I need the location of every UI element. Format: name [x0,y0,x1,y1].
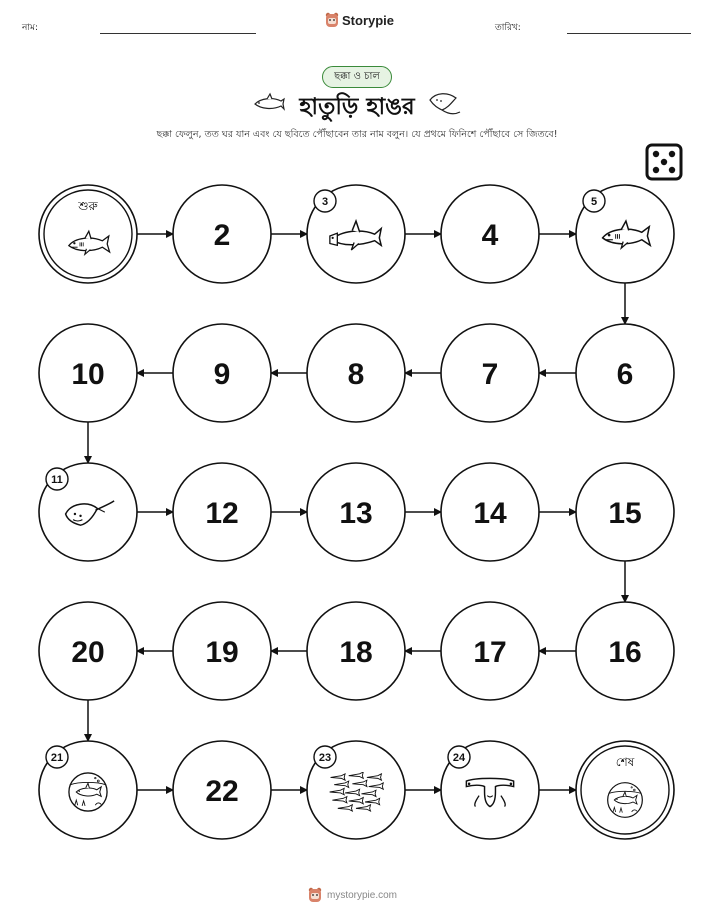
cell-number: 16 [608,636,642,669]
board-cell-21[interactable] [39,741,137,839]
start-label: শুরু [78,199,98,213]
date-label: তারিখ: [495,23,521,33]
game-type-badge: ছক্কা ও চাল [322,66,392,88]
instructions: ছক্কা ফেলুন, তত ঘর যান এবং যে ছবিতে পৌঁছাবেন তার নাম বলুন। যে প্রথমে ফিনিশে পৌঁছাবে সে জিতবে! [156,129,558,140]
board-cell-23[interactable] [307,741,405,839]
cell-number: 14 [473,497,507,530]
logo-text: Storypie [342,12,395,28]
footer [308,887,397,903]
board-cell-25[interactable] [576,741,674,839]
cell-number: 17 [473,636,507,669]
aquarium-shark-icon [608,783,643,818]
cell-number: 13 [339,497,373,530]
board-cell-8[interactable] [307,324,405,422]
cell-badge-number: 21 [50,752,64,764]
board-cell-11[interactable] [39,463,137,561]
board-cell-24[interactable] [441,741,539,839]
aquarium-shark-icon [69,773,107,811]
cell-number: 7 [481,358,499,391]
board-cell-3[interactable] [307,185,405,283]
cell-number: 2 [213,219,231,252]
footer-url: mystorypie.com [327,889,398,901]
cell-number: 22 [205,775,239,808]
finish-label: শেষ [615,755,635,769]
board-cell-16[interactable] [576,602,674,700]
cell-number: 20 [71,636,105,669]
board-cell-12[interactable] [173,463,271,561]
board-cell-1[interactable] [39,185,137,283]
board-cell-7[interactable] [441,324,539,422]
cell-number: 9 [213,358,231,391]
cell-number: 18 [339,636,373,669]
cell-number: 15 [608,497,642,530]
board-cell-9[interactable] [173,324,271,422]
cell-number: 10 [71,358,105,391]
board-cell-15[interactable] [576,463,674,561]
board-cell-13[interactable] [307,463,405,561]
cell-badge-number: 23 [318,752,332,764]
board-cell-10[interactable] [39,324,137,422]
board-cell-22[interactable] [173,741,271,839]
cell-number: 6 [616,358,634,391]
cell-number: 8 [347,358,365,391]
board-cell-17[interactable] [441,602,539,700]
board-cell-4[interactable] [441,185,539,283]
cell-number: 12 [205,497,239,530]
board-cell-14[interactable] [441,463,539,561]
cell-number: 4 [481,219,499,252]
board-cell-20[interactable] [39,602,137,700]
board-cell-18[interactable] [307,602,405,700]
board-cell-2[interactable] [173,185,271,283]
cell-badge-number: 3 [321,196,329,208]
board-cell-19[interactable] [173,602,271,700]
name-label: নাম: [22,23,39,33]
page-title: হাতুড়ি হাঙর [299,94,415,120]
cell-badge-number: 24 [452,752,466,764]
board-cell-6[interactable] [576,324,674,422]
cell-badge-number: 5 [590,196,598,208]
bear-footer-icon [308,887,322,903]
board-cell-5[interactable] [576,185,674,283]
cell-badge-number: 11 [51,474,63,486]
cell-number: 19 [205,636,239,669]
